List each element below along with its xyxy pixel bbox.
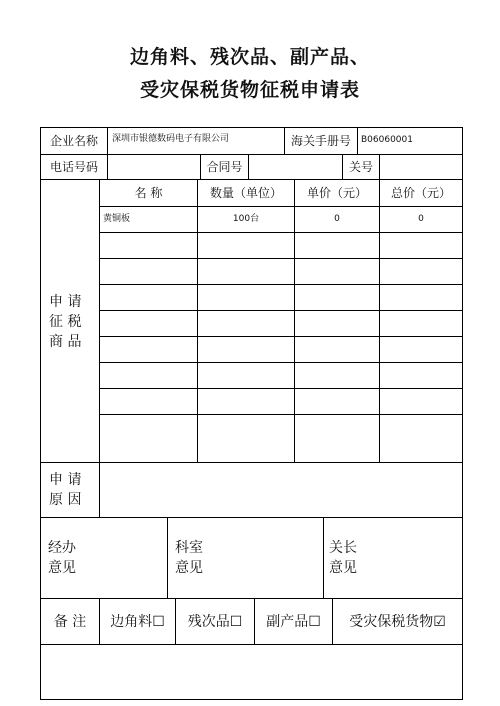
goods-row-name[interactable]: 黄铜板: [103, 214, 131, 224]
col-line: [357, 127, 358, 154]
option-defective-label: 残次品: [187, 613, 230, 630]
col-line: [323, 517, 324, 598]
section-opinion-label: [175, 538, 203, 578]
goods-row-price[interactable]: 0: [334, 214, 340, 224]
col-header-name: 名 称: [134, 186, 163, 200]
option-disaster-bonded-label: 受灾保税货物: [349, 613, 434, 630]
goods-row-total[interactable]: 0: [418, 214, 424, 224]
section-label-line-2: 意见: [175, 560, 203, 576]
col-line: [167, 517, 168, 598]
option-byproduct-checkbox[interactable]: ☐: [308, 613, 321, 630]
row-line: [99, 310, 462, 311]
option-disaster-bonded-checkbox[interactable]: ☑: [433, 613, 446, 630]
row-line: [99, 284, 462, 285]
handler-opinion-label: [48, 538, 76, 578]
option-defective-checkbox[interactable]: ☐: [229, 613, 243, 630]
row-line: [99, 414, 462, 415]
company-name-label: 企业名称: [49, 134, 98, 148]
handler-label-line-2: 意见: [48, 560, 76, 576]
option-scrap[interactable]: [100, 599, 175, 644]
goods-row-qty[interactable]: 100台: [232, 214, 260, 224]
goods-label-line-3: 商 品: [49, 334, 82, 350]
col-header-qty: 数量（单位）: [209, 186, 282, 200]
col-line: [107, 127, 108, 154]
row-line: [99, 388, 462, 389]
option-byproduct[interactable]: [255, 599, 332, 644]
reason-label-line-1: 申 请: [49, 472, 82, 488]
contract-no-label: 合同号: [206, 160, 243, 174]
col-header-total: 总价（元）: [390, 186, 451, 200]
customs-manual-label: 海关手册号: [290, 134, 351, 148]
reason-label-line-2: 原 因: [49, 492, 82, 508]
phone-label: 电话号码: [49, 160, 98, 174]
option-defective[interactable]: [176, 599, 254, 644]
application-form: [40, 127, 462, 699]
row-line: [40, 462, 462, 463]
chief-opinion-label: [329, 538, 357, 578]
goods-label-line-1: 申 请: [49, 294, 82, 310]
row-line: [40, 644, 462, 645]
col-header-price: 单价（元）: [306, 186, 367, 200]
chief-label-line-2: 意见: [329, 560, 357, 576]
chief-label-line-1: 关长: [329, 540, 357, 556]
form-title-line-2: 受灾保税货物征税申请表: [139, 79, 360, 101]
col-line: [99, 462, 100, 517]
form-title-line-1: 边角料、残次品、副产品、: [129, 46, 370, 68]
customs-manual-value[interactable]: B06060001: [361, 135, 413, 145]
row-line: [40, 517, 462, 518]
row-line: [99, 232, 462, 233]
option-disaster-bonded[interactable]: [333, 599, 462, 644]
form-border-right: [462, 127, 463, 699]
col-line: [248, 154, 249, 179]
form-border-bottom: [40, 699, 463, 700]
row-line: [99, 336, 462, 337]
goods-label-line-2: 征 税: [49, 314, 82, 330]
option-byproduct-label: 副产品: [266, 613, 309, 630]
row-line: [99, 362, 462, 363]
handler-label-line-1: 经办: [48, 540, 76, 556]
row-line: [99, 258, 462, 259]
notes-label: 备 注: [53, 613, 87, 630]
reason-label: [49, 470, 81, 510]
customs-no-label: 关号: [348, 160, 373, 174]
col-line: [107, 154, 108, 179]
option-scrap-checkbox[interactable]: ☐: [152, 613, 165, 630]
col-line: [379, 154, 380, 179]
section-label-line-1: 科室: [175, 540, 203, 556]
option-scrap-label: 边角料: [110, 613, 153, 630]
goods-section-label: [49, 292, 81, 352]
company-name-value[interactable]: 深圳市银德数码电子有限公司: [112, 134, 230, 144]
col-line: [99, 179, 100, 462]
